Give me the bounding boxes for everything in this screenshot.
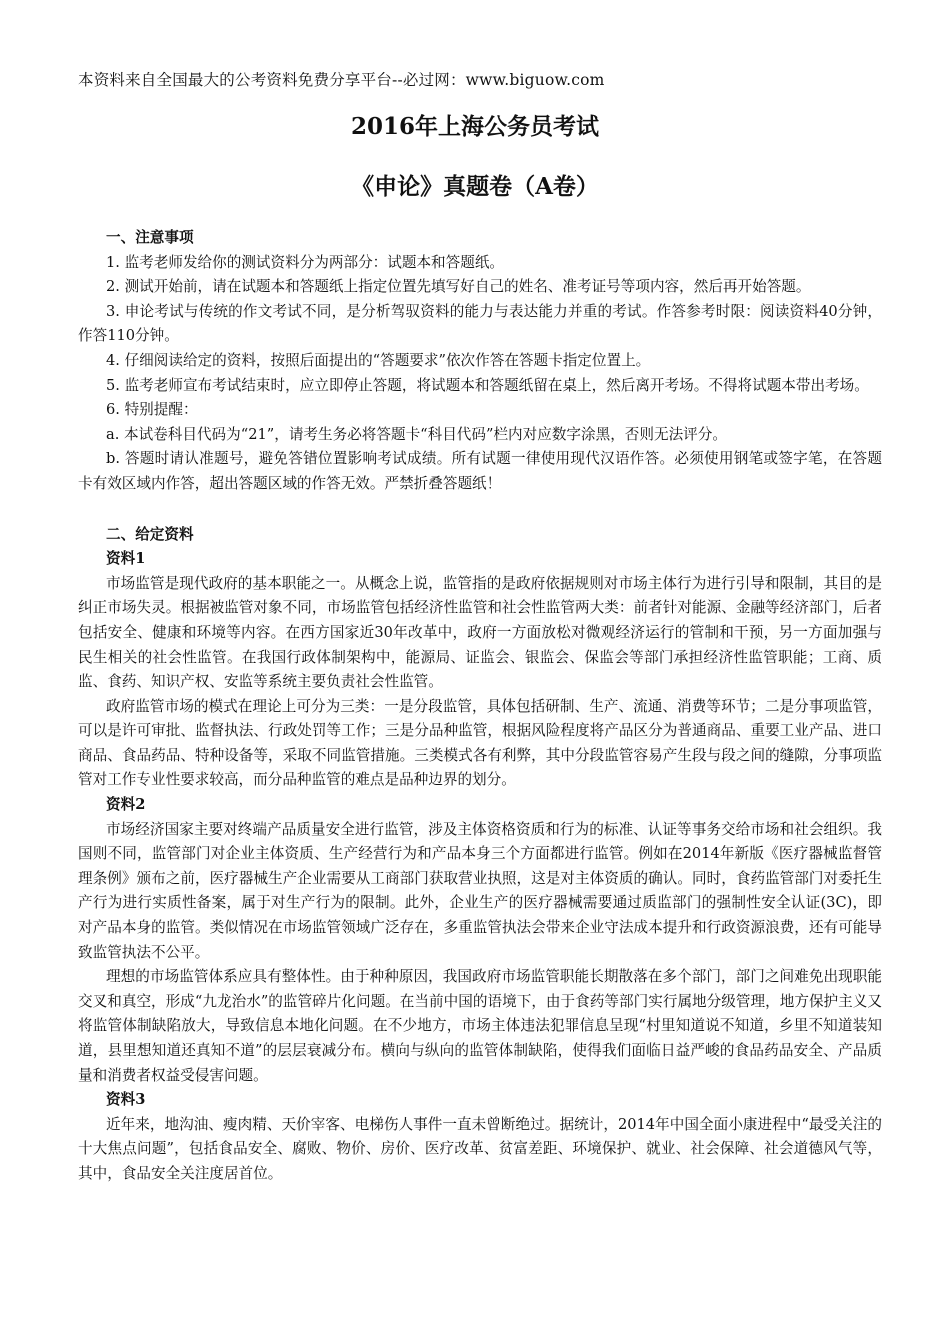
notice-item: 5. 监考老师宣布考试结束时，应立即停止答题，将试题本和答题纸留在桌上，然后离开考场。不得将试题本带出考场。	[106, 376, 869, 394]
document-subtitle: 《申论》真题卷（A卷）	[351, 173, 599, 200]
material-1-label: 资料1	[106, 550, 146, 568]
material-2-paragraph: 理想的市场监管体系应具有整体性。由于种种原因，我国政府市场监管职能长期散落在多个部门，部门之间难免出现职能交叉和真空，形成“九龙治水”的监管碎片化问题。在当前中国的语境下，由于食药等部门实行属地分级管理，地方保护主义又将监管体制缺陷放大，导致信息本地化问题。在不少地方，市场主体违法犯罪信息呈现“村里知道说不知道，乡里不知道装知道，县里想知道还真知不道”的层层衰减分布。横向与纵向的监管体制缺陷，使得我们面临日益严峻的食品药品安全、产品质量和消费者权益受侵害问题。	[78, 968, 882, 1084]
materials-heading: 二、给定资料	[106, 525, 194, 543]
document-body	[78, 226, 882, 1187]
material-3-paragraph: 近年来，地沟油、瘦肉精、天价宰客、电梯伤人事件一直未曾断绝过。据统计，2014年中国全面小康进程中“最受关注的十大焦点问题”，包括食品安全、腐败、物价、房价、医疗改革、贫富差距、环境保护、就业、社会保障、社会道德风气等，其中，食品安全关注度居首位。	[78, 1115, 882, 1182]
notice-item: 2. 测试开始前，请在试题本和答题纸上指定位置先填写好自己的姓名、准考证号等项内容，然后再开始答题。	[106, 278, 811, 296]
source-header: 本资料来自全国最大的公考资料免费分享平台--必过网：www.biguow.com	[78, 71, 605, 89]
notice-item: b. 答题时请认准题号，避免答错位置影响考试成绩。所有试题一律使用现代汉语作答。必须使用钢笔或签字笔，在答题卡有效区域内作答，超出答题区域的作答无效。严禁折叠答题纸！	[78, 450, 882, 492]
notice-item: 1. 监考老师发给你的测试资料分为两部分：试题本和答题纸。	[106, 253, 505, 271]
notice-item: 6. 特别提醒：	[106, 401, 198, 419]
section-spacer	[78, 497, 882, 523]
material-1-paragraph: 政府监管市场的模式在理论上可分为三类：一是分段监管，具体包括研制、生产、流通、消费等环节；二是分事项监管，可以是许可审批、监督执法、行政处罚等工作；三是分品种监管，根据风险程度将产品区分为普通商品、重要工业产品、进口商品、食品药品、特种设备等，采取不同监管措施。三类模式各有利弊，其中分段监管容易产生段与段之间的缝隙，分事项监管对工作专业性要求较高，而分品种监管的难点是品种边界的划分。	[78, 697, 882, 789]
material-2-paragraph: 市场经济国家主要对终端产品质量安全进行监管，涉及主体资格资质和行为的标准、认证等事务交给市场和社会组织。我国则不同，监管部门对企业主体资质、生产经营行为和产品本身三个方面都进行监管。例如在2014年新版《医疗器械监督管理条例》颁布之前，医疗器械生产企业需要从工商部门获取营业执照，这是对主体资质的确认。同时，食药监管部门对委托生产行为进行实质性备案，属于对生产行为的限制。此外，企业生产的医疗器械需要通过质监部门的强制性安全认证(3C)，即对产品本身的监管。类似情况在市场监管领域广泛存在，多重监管执法会带来企业守法成本提升和行政资源浪费，还有可能导致监管执法不公平。	[78, 820, 882, 961]
material-3-label: 资料3	[106, 1091, 146, 1109]
document-title: 2016年上海公务员考试	[350, 113, 599, 140]
notice-item: a. 本试卷科目代码为“21”，请考生务必将答题卡“科目代码”栏内对应数字涂黑，否则无法评分。	[106, 425, 727, 443]
notice-item: 4. 仔细阅读给定的资料，按照后面提出的“答题要求”依次作答在答题卡指定位置上。	[106, 351, 651, 369]
material-2-label: 资料2	[106, 796, 146, 814]
notice-item: 3. 申论考试与传统的作文考试不同，是分析驾驭资料的能力与表达能力并重的考试。作答参考时限：阅读资料40分钟，作答110分钟。	[78, 302, 882, 345]
material-1-paragraph: 市场监管是现代政府的基本职能之一。从概念上说，监管指的是政府依据规则对市场主体行为进行引导和限制，其目的是纠正市场失灵。根据被监管对象不同，市场监管包括经济性监管和社会性监管两大类：前者针对能源、金融等经济部门，后者包括安全、健康和环境等内容。在西方国家近30年改革中，政府一方面放松对微观经济运行的管制和干预，另一方面加强与民生相关的社会性监管。在我国行政体制架构中，能源局、证监会、银监会、保监会等部门承担经济性监管职能；工商、质监、食药、知识产权、安监等系统主要负责社会性监管。	[78, 574, 882, 691]
notice-heading: 一、注意事项	[106, 229, 194, 246]
